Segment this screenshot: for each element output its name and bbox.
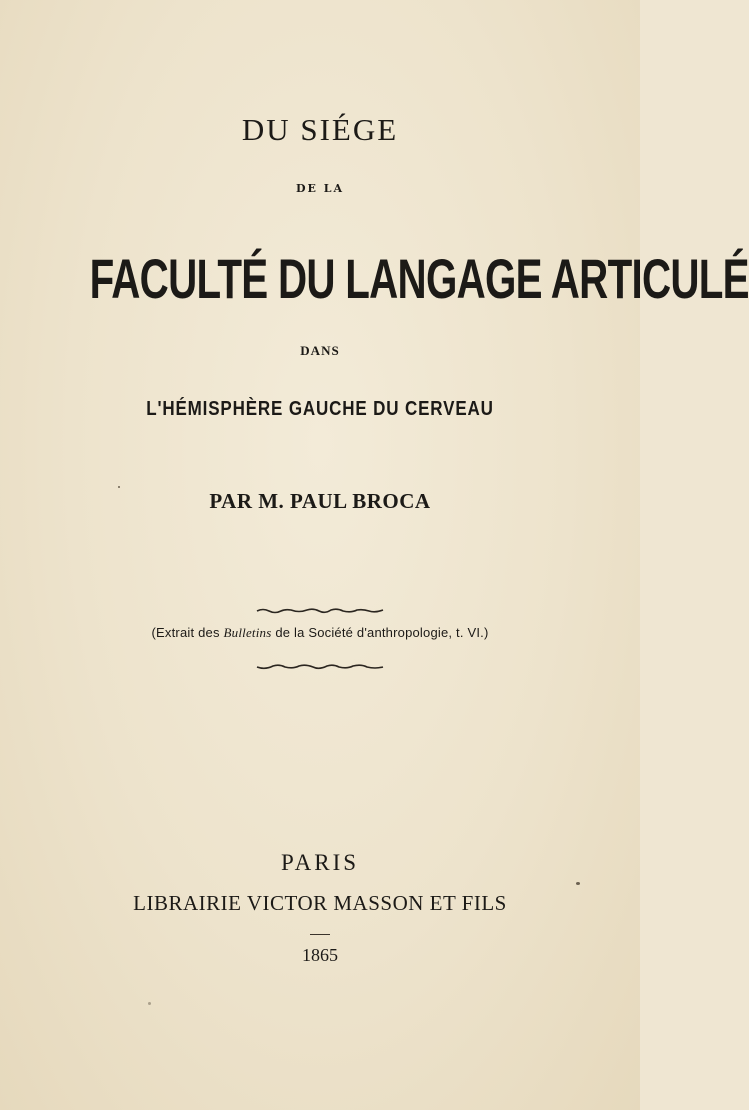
subtitle: L'HÉMISPHÈRE GAUCHE DU CERVEAU bbox=[146, 398, 494, 420]
paper-speck bbox=[118, 486, 120, 488]
main-title: FACULTÉ DU LANGAGE ARTICULÉ bbox=[89, 247, 749, 310]
divider bbox=[310, 934, 330, 935]
title-line-du-siege: DU SIÉGE bbox=[241, 112, 399, 147]
city: PARIS bbox=[280, 850, 360, 875]
extract-note bbox=[0, 625, 640, 641]
year: 1865 bbox=[302, 945, 338, 965]
title-line-de-la: DE LA bbox=[295, 182, 345, 195]
title-line-dans: DANS bbox=[300, 343, 340, 358]
ornament-rule-icon bbox=[255, 662, 385, 672]
ornament-bottom bbox=[0, 659, 640, 677]
extract-suffix: de la Société d'anthropologie, t. VI.) bbox=[271, 625, 489, 640]
ornament-top bbox=[0, 603, 640, 621]
extract-italic: Bulletins bbox=[223, 625, 272, 640]
extract-prefix: (Extrait des bbox=[151, 625, 224, 640]
author-line: PAR M. PAUL BROCA bbox=[209, 489, 431, 513]
paper-speck bbox=[576, 882, 580, 885]
publisher: LIBRAIRIE VICTOR MASSON ET FILS bbox=[133, 891, 507, 915]
paper-speck bbox=[148, 1002, 151, 1005]
ornament-rule-icon bbox=[255, 606, 385, 616]
